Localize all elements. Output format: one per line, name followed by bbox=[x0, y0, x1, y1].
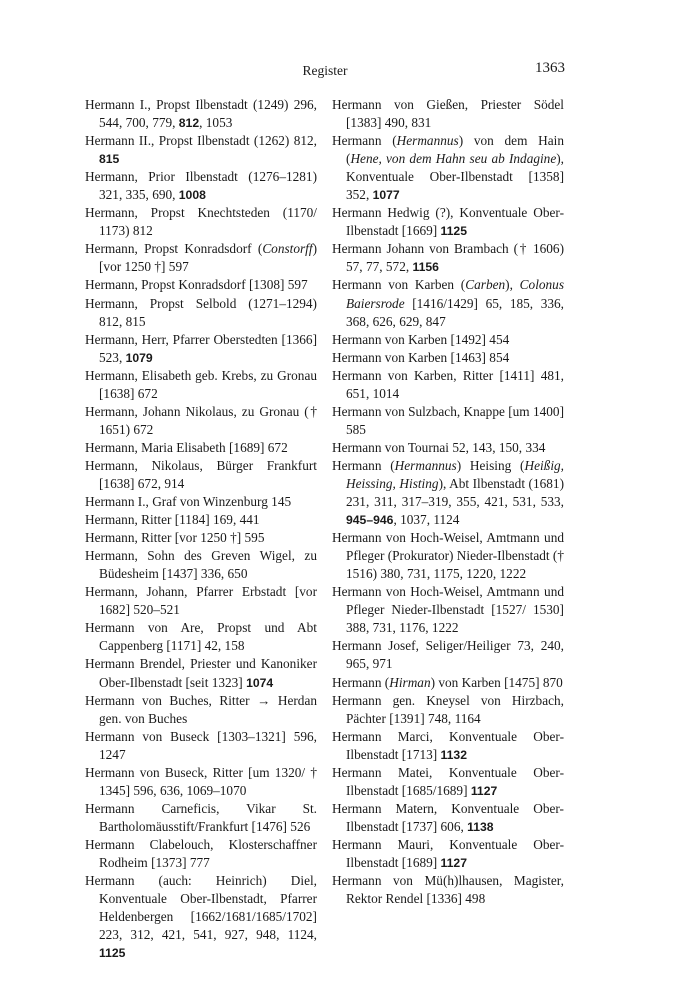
bold-page-reference: 1125 bbox=[440, 224, 467, 239]
index-entry: Hermann Mauri, Konventuale Ober-Ilbenstadt [1689] 1127 bbox=[332, 836, 564, 870]
index-entry: Hermann Clabelouch, Klosterschaffner Rodheim [1373] 777 bbox=[85, 836, 317, 870]
index-entry: Hermann gen. Kneysel von Hirzbach, Pächter [1391] 748, 1164 bbox=[332, 692, 564, 726]
index-entry: Hermann von Buches, Ritter → Herdan gen. von Buches bbox=[85, 692, 317, 726]
index-entry: Hermann Matern, Konventuale Ober-Ilbenstadt [1737] 606, 1138 bbox=[332, 800, 564, 834]
index-entry: Hermann, Propst Konradsdorf (Constorff) [vor 1250 †] 597 bbox=[85, 241, 317, 275]
index-entry: Hermann, Prior Ilbenstadt (1276–1281) 321, 335, 690, 1008 bbox=[85, 169, 317, 203]
index-entry: Hermann von Buseck, Ritter [um 1320/ † 1345] 596, 636, 1069–1070 bbox=[85, 764, 317, 798]
italic-name-variant: Colonus Baiersrode bbox=[346, 277, 565, 311]
page-number: 1363 bbox=[535, 60, 565, 76]
italic-name-variant: Constorff bbox=[262, 241, 313, 257]
index-entry: Hermann von Karben, Ritter [1411] 481, 651, 1014 bbox=[332, 367, 564, 401]
index-entry: Hermann, Ritter [vor 1250 †] 595 bbox=[85, 530, 265, 546]
bold-page-reference: 1138 bbox=[467, 819, 494, 834]
index-entry: Hermann von Karben [1492] 454 bbox=[332, 331, 510, 347]
index-entry: Hermann, Propst Selbold (1271–1294) 812, 815 bbox=[85, 295, 317, 329]
italic-name-variant: Hene, von dem Hahn seu ab Indagine bbox=[350, 151, 557, 167]
running-head: Register bbox=[302, 63, 348, 78]
bold-page-reference: 1156 bbox=[412, 260, 439, 275]
index-entry: Hermann, Propst Knechtsteden (1170/ 1173) 812 bbox=[85, 205, 317, 239]
index-entry: Hermann Brendel, Priester und Kanoniker Ober-Ilbenstadt [seit 1323] 1074 bbox=[85, 656, 317, 690]
index-entry: Hermann von Tournai 52, 143, 150, 334 bbox=[332, 439, 546, 455]
index-entry: Hermann Marci, Konventuale Ober-Ilbenstadt [1713] 1132 bbox=[332, 728, 564, 762]
index-column-right bbox=[332, 96, 564, 908]
italic-name-variant: Hirman bbox=[389, 674, 431, 690]
index-entry: Hermann (Hermannus) von dem Hain (Hene, von dem Hahn seu ab Indagine), Konventuale Ober-Ilbenstadt [1358] 352, 1077 bbox=[332, 133, 564, 203]
bold-page-reference: 1125 bbox=[99, 946, 126, 961]
index-entry: Hermann Josef, Seliger/Heiliger 73, 240, 965, 971 bbox=[332, 638, 564, 672]
index-entry: Hermann von Karben [1463] 854 bbox=[332, 349, 510, 365]
index-entry: Hermann von Buseck [1303–1321] 596, 1247 bbox=[85, 728, 317, 762]
index-entry: Hermann I., Propst Ilbenstadt (1249) 296, 544, 700, 779, 812, 1053 bbox=[85, 97, 317, 131]
italic-name-variant: Hermannus bbox=[396, 133, 459, 149]
index-entry: Hermann Hedwig (?), Konventuale Ober-Ilbenstadt [1669] 1125 bbox=[332, 205, 564, 239]
index-entry: Hermann, Johann, Pfarrer Erbstadt [vor 1682] 520–521 bbox=[85, 584, 317, 618]
bold-page-reference: 1127 bbox=[470, 783, 498, 798]
index-entry: Hermann von Are, Propst und Abt Cappenberg [1171] 42, 158 bbox=[85, 620, 317, 654]
bold-page-reference: 1132 bbox=[440, 747, 467, 762]
italic-name-variant: Carben bbox=[465, 277, 506, 293]
index-entry: Hermann, Propst Konradsdorf [1308] 597 bbox=[85, 277, 308, 293]
bold-page-reference: 1074 bbox=[246, 675, 274, 690]
index-entry: Hermann von Sulzbach, Knappe [um 1400] 585 bbox=[332, 403, 564, 437]
index-entry: Hermann (Hermannus) Heising (Heißig, Heissing, Histing), Abt Ilbenstadt (1681) 231, 311, 317–319, 355, 421, 531, 533, 945–946, 1037, 1124 bbox=[332, 457, 564, 528]
page-header bbox=[85, 60, 565, 82]
bold-page-reference: 1077 bbox=[372, 188, 400, 203]
index-entry: Hermann, Ritter [1184] 169, 441 bbox=[85, 512, 260, 528]
index-entry: Hermann (Hirman) von Karben [1475] 870 bbox=[332, 674, 563, 690]
index-entry: Hermann, Herr, Pfarrer Oberstedten [1366] 523, 1079 bbox=[85, 331, 317, 365]
index-entry: Hermann von Gießen, Priester Södel [1383] 490, 831 bbox=[332, 97, 564, 131]
bold-page-reference: 815 bbox=[99, 152, 120, 167]
index-entry: Hermann II., Propst Ilbenstadt (1262) 812, 815 bbox=[85, 133, 317, 167]
index-entry: Hermann von Karben (Carben), Colonus Baiersrode [1416/1429] 65, 185, 336, 368, 626, 629, 847 bbox=[332, 277, 565, 329]
index-entry: Hermann Carneficis, Vikar St. Bartholomäusstift/Frankfurt [1476] 526 bbox=[85, 800, 317, 834]
bold-page-reference: 1127 bbox=[440, 855, 467, 870]
index-entry: Hermann, Elisabeth geb. Krebs, zu Gronau [1638] 672 bbox=[85, 367, 317, 401]
index-entry: Hermann von Mü(h)lhausen, Magister, Rektor Rendel [1336] 498 bbox=[332, 873, 564, 907]
index-entry: Hermann, Johann Nikolaus, zu Gronau († 1651) 672 bbox=[85, 403, 317, 437]
index-entry: Hermann, Sohn des Greven Wigel, zu Büdesheim [1437] 336, 650 bbox=[85, 548, 317, 582]
index-entry: Hermann, Maria Elisabeth [1689] 672 bbox=[85, 439, 288, 455]
bold-page-reference: 1079 bbox=[125, 350, 153, 365]
italic-name-variant: Hermannus bbox=[394, 457, 457, 473]
index-entry: Hermann I., Graf von Winzenburg 145 bbox=[85, 494, 292, 510]
index-entry: Hermann, Nikolaus, Bürger Frankfurt [1638] 672, 914 bbox=[85, 457, 317, 491]
index-entry: Hermann Matei, Konventuale Ober-Ilbenstadt [1685/1689] 1127 bbox=[332, 764, 564, 798]
bold-page-reference: 812 bbox=[178, 116, 200, 131]
bold-page-reference: 945–946 bbox=[346, 513, 394, 528]
index-column-left bbox=[85, 96, 317, 962]
index-entry: Hermann von Hoch-Weisel, Amtmann und Pfleger Nieder-Ilbenstadt [1527/ 1530] 388, 731, 1176, 1222 bbox=[332, 584, 564, 636]
bold-page-reference: 1008 bbox=[178, 188, 206, 203]
italic-name-variant: Heißig, Heissing, Histing bbox=[346, 457, 564, 491]
index-entry: Hermann (auch: Heinrich) Diel, Konventuale Ober-Ilbenstadt, Pfarrer Heldenbergen [1662/1681/1685/1702] 223, 312, 421, 541, 927, 948, 1124, 1125 bbox=[85, 873, 317, 961]
index-entry: Hermann Johann von Brambach († 1606) 57, 77, 572, 1156 bbox=[332, 241, 564, 275]
index-entry: Hermann von Hoch-Weisel, Amtmann und Pfleger (Prokurator) Nieder-Ilbenstadt († 1516) 380, 731, 1175, 1220, 1222 bbox=[332, 530, 564, 582]
